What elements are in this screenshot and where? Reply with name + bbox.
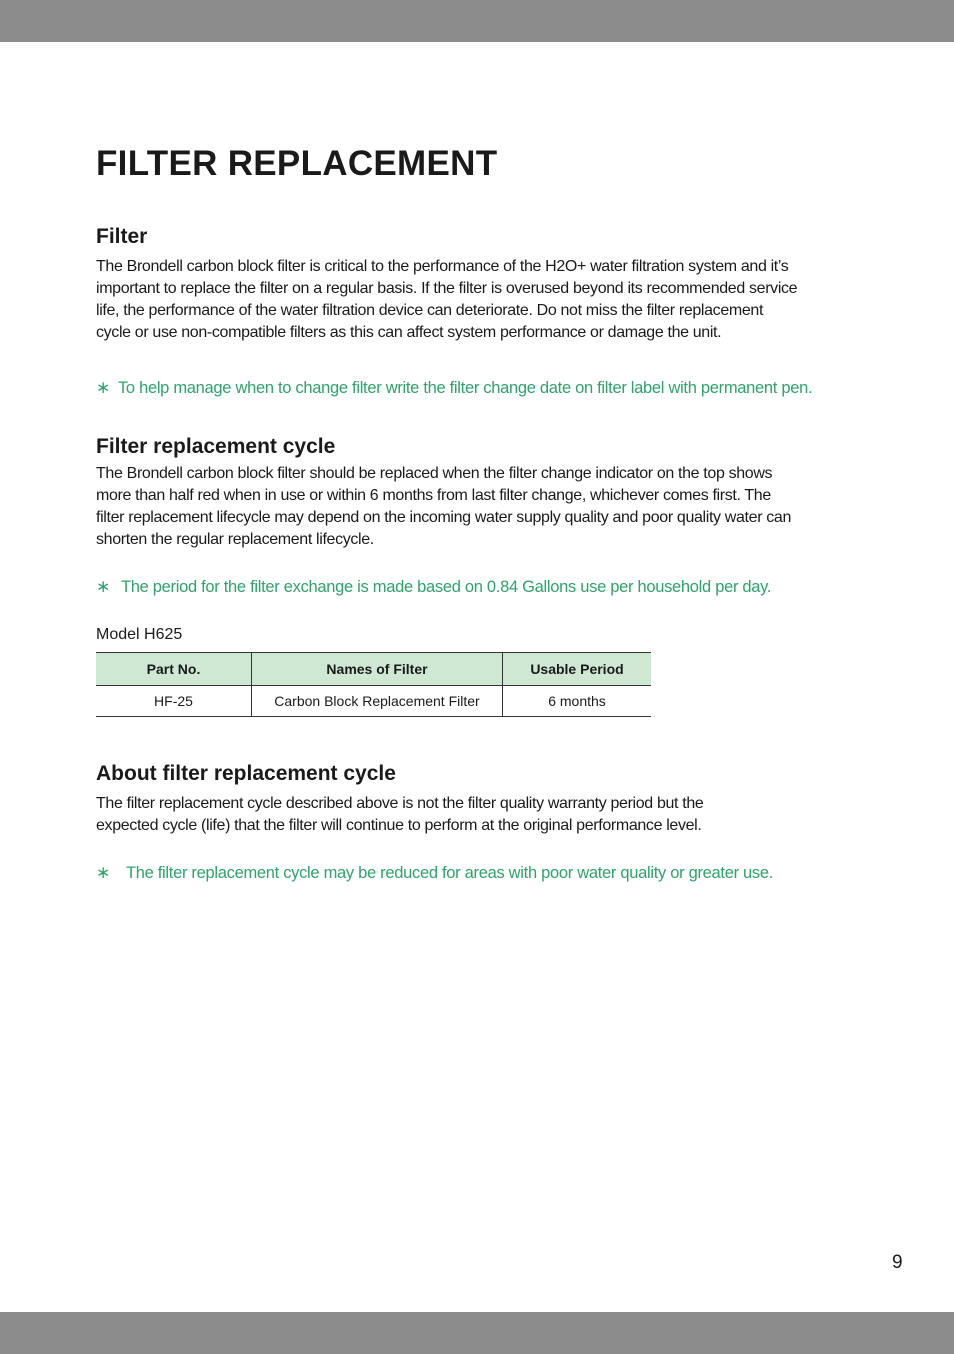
page-title: FILTER REPLACEMENT <box>96 144 498 183</box>
body-line: shorten the regular replacement lifecycle. <box>96 531 374 548</box>
asterisk-icon: ∗ <box>96 378 110 397</box>
body-line: The filter replacement cycle described above is not the filter quality warranty period but the <box>96 795 704 812</box>
table-cell: Carbon Block Replacement Filter <box>252 686 503 717</box>
top-band <box>0 0 954 42</box>
note-replacement-cycle <box>96 576 876 598</box>
body-line: The Brondell carbon block filter is critical to the performance of the H2O+ water filtration system and it’s <box>96 258 789 275</box>
model-label: Model H625 <box>96 626 183 643</box>
note-about-cycle <box>96 862 876 884</box>
body-line: important to replace the filter on a regular basis. If the filter is overused beyond its recommended service <box>96 280 798 297</box>
note-filter <box>96 377 876 399</box>
section-body-filter <box>96 256 856 344</box>
filter-table <box>96 652 651 717</box>
asterisk-icon: ∗ <box>96 577 110 596</box>
body-line: life, the performance of the water filtration device can deteriorate. Do not miss the filter replacement <box>96 302 764 319</box>
section-heading-filter: Filter <box>96 225 148 248</box>
section-body-about-cycle <box>96 793 856 837</box>
asterisk-icon: ∗ <box>96 863 110 882</box>
note-text: To help manage when to change filter write the filter change date on filter label with permanent pen. <box>117 379 813 397</box>
table-header-cell: Names of Filter <box>252 653 503 686</box>
body-line: more than half red when in use or within 6 months from last filter change, whichever comes first. The <box>96 487 771 504</box>
body-line: filter replacement lifecycle may depend on the incoming water supply quality and poor quality water can <box>96 509 792 526</box>
body-line: The Brondell carbon block filter should be replaced when the filter change indicator on the top shows <box>96 465 773 482</box>
section-body-replacement-cycle <box>96 463 856 551</box>
bottom-band <box>0 1312 954 1354</box>
note-text: The filter replacement cycle may be reduced for areas with poor water quality or greater use. <box>125 864 774 882</box>
table-cell: HF-25 <box>96 686 252 717</box>
table-header-cell: Part No. <box>96 653 252 686</box>
table-row <box>96 686 651 717</box>
section-heading-about-cycle: About filter replacement cycle <box>96 762 396 785</box>
table-cell: 6 months <box>503 686 652 717</box>
note-text: The period for the filter exchange is made based on 0.84 Gallons use per household per day. <box>120 578 772 596</box>
section-heading-replacement-cycle: Filter replacement cycle <box>96 435 336 458</box>
page-number: 9 <box>892 1252 903 1273</box>
body-line: cycle or use non-compatible filters as this can affect system performance or damage the unit. <box>96 324 722 341</box>
table-header-cell: Usable Period <box>503 653 652 686</box>
body-line: expected cycle (life) that the filter will continue to perform at the original performance level. <box>96 817 702 834</box>
table-header-row <box>96 653 651 686</box>
